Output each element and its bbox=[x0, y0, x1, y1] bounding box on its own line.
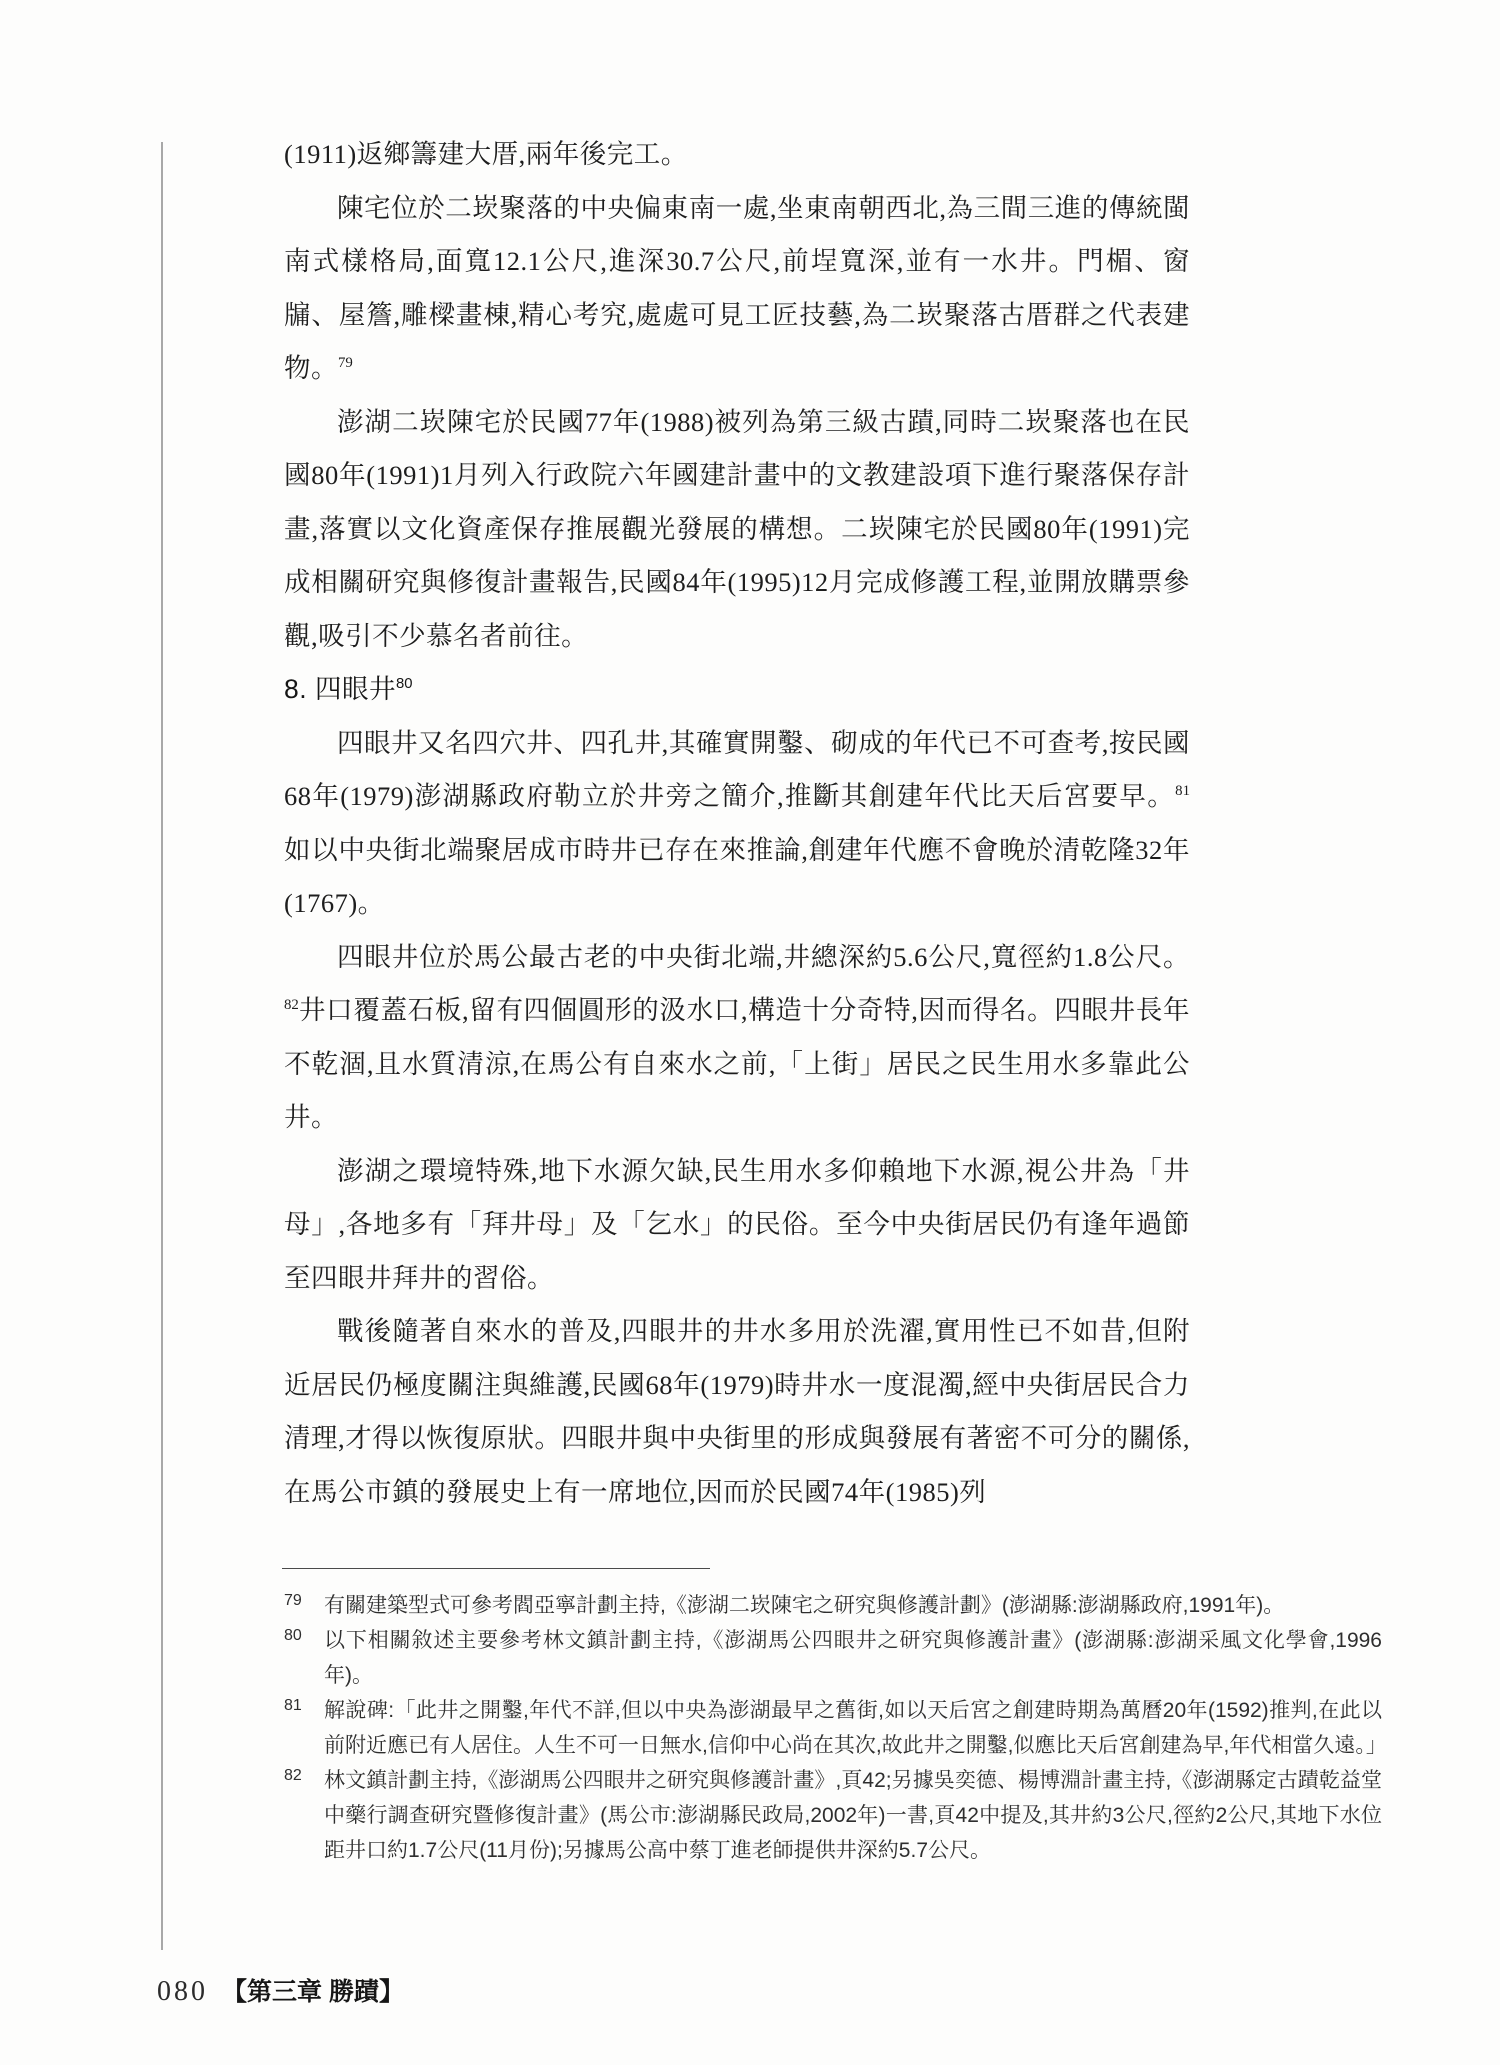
body-text-block bbox=[284, 128, 1190, 1519]
footnote bbox=[284, 1588, 1382, 1623]
chapter-label: 【第三章 勝蹟】 bbox=[222, 1978, 404, 2006]
footnote-ref: 79 bbox=[338, 355, 353, 372]
paragraph: 四眼井又名四穴井、四孔井,其確實開鑿、砌成的年代已不可查考,按民國68年(1979)澎湖縣政府勒立於井旁之簡介,推斷其創建年代比天后宮要早。$^{81}$如以中央街北端聚居成市時井已存在來推論,創建年代應不會晚於清乾隆32年(1767)。 bbox=[284, 727, 1190, 918]
page-number: 080 bbox=[157, 1976, 208, 2007]
footnote-separator bbox=[282, 1568, 710, 1569]
paragraph: 戰後隨著自來水的普及,四眼井的井水多用於洗濯,實用性已不如昔,但附近居民仍極度關注與維護,民國68年(1979)時井水一度混濁,經中央街居民合力清理,才得以恢復原狀。四眼井與中央街里的形成與發展有著密不可分的關係,在馬公市鎮的發展史上有一席地位,因而於民國74年(1985)列 bbox=[284, 1316, 1190, 1507]
paragraph: 四眼井位於馬公最古老的中央街北端,井總深約5.6公尺,寬徑約1.8公尺。$^{82}$井口覆蓋石板,留有四個圓形的汲水口,構造十分奇特,因而得名。四眼井長年不乾涸,且水質清涼,在馬公有自來水之前,「上街」居民之民生用水多靠此公井。 bbox=[284, 941, 1190, 1132]
footnotes-block bbox=[284, 1588, 1387, 1868]
footnote-number: 79 bbox=[284, 1592, 302, 1609]
paragraph: (1911)返鄉籌建大厝,兩年後完工。 bbox=[284, 139, 688, 169]
footnote-text: 有關建築型式可參考閻亞寧計劃主持,《澎湖二崁陳宅之研究與修護計劃》(澎湖縣:澎湖縣政府,1991年)。 bbox=[324, 1594, 1285, 1617]
footnote-ref: 81 bbox=[1175, 783, 1190, 800]
footnote-ref: 82 bbox=[284, 997, 299, 1014]
footnote-number: 81 bbox=[284, 1697, 302, 1714]
paragraph: 陳宅位於二崁聚落的中央偏東南一處,坐東南朝西北,為三間三進的傳統閩南式樣格局,面寬12.1公尺,進深30.7公尺,前埕寬深,並有一水井。門楣、窗牖、屋簷,雕樑畫棟,精心考究,處處可見工匠技藝,為二崁聚落古厝群之代表建物。$^{79}$ bbox=[284, 192, 1190, 383]
left-margin-rule bbox=[161, 142, 163, 1950]
footnote bbox=[284, 1623, 1382, 1693]
footnote bbox=[284, 1763, 1382, 1868]
footnote bbox=[284, 1693, 1387, 1763]
footnote-text: 解說碑:「此井之開鑿,年代不詳,但以中央為澎湖最早之舊街,如以天后宮之創建時期為萬曆20年(1592)推判,在此以前附近應已有人居住。人生不可一日無水,信仰中心尚在其次,故此井之開鑿,似應比天后宮創建為早,年代相當久遠。」 bbox=[324, 1699, 1387, 1757]
page-footer bbox=[157, 1972, 404, 2008]
footnote-ref: 80 bbox=[395, 676, 413, 693]
section-heading: 8. 四眼井$^{80}$ bbox=[284, 674, 413, 704]
footnote-number: 82 bbox=[284, 1767, 302, 1784]
paragraph: 澎湖二崁陳宅於民國77年(1988)被列為第三級古蹟,同時二崁聚落也在民國80年(1991)1月列入行政院六年國建計畫中的文教建設項下進行聚落保存計畫,落實以文化資產保存推展觀光發展的構想。二崁陳宅於民國80年(1991)完成相關研究與修復計畫報告,民國84年(1995)12月完成修護工程,並開放購票參觀,吸引不少慕名者前往。 bbox=[284, 406, 1190, 651]
footnote-number: 80 bbox=[284, 1627, 302, 1644]
footnote-text: 林文鎮計劃主持,《澎湖馬公四眼井之研究與修護計畫》,頁42;另據吳奕德、楊博淵計畫主持,《澎湖縣定古蹟乾益堂中藥行調查研究暨修復計畫》(馬公市:澎湖縣民政局,2002年)一書,頁42中提及,其井約3公尺,徑約2公尺,其地下水位距井口約1.7公尺(11月份);另據馬公高中蔡丁進老師提供井深約5.7公尺。 bbox=[324, 1769, 1382, 1862]
footnote-text: 以下相關敘述主要參考林文鎮計劃主持,《澎湖馬公四眼井之研究與修護計畫》(澎湖縣:澎湖采風文化學會,1996年)。 bbox=[324, 1629, 1382, 1687]
paragraph: 澎湖之環境特殊,地下水源欠缺,民生用水多仰賴地下水源,視公井為「井母」,各地多有「拜井母」及「乞水」的民俗。至今中央街居民仍有逢年過節至四眼井拜井的習俗。 bbox=[284, 1155, 1190, 1293]
